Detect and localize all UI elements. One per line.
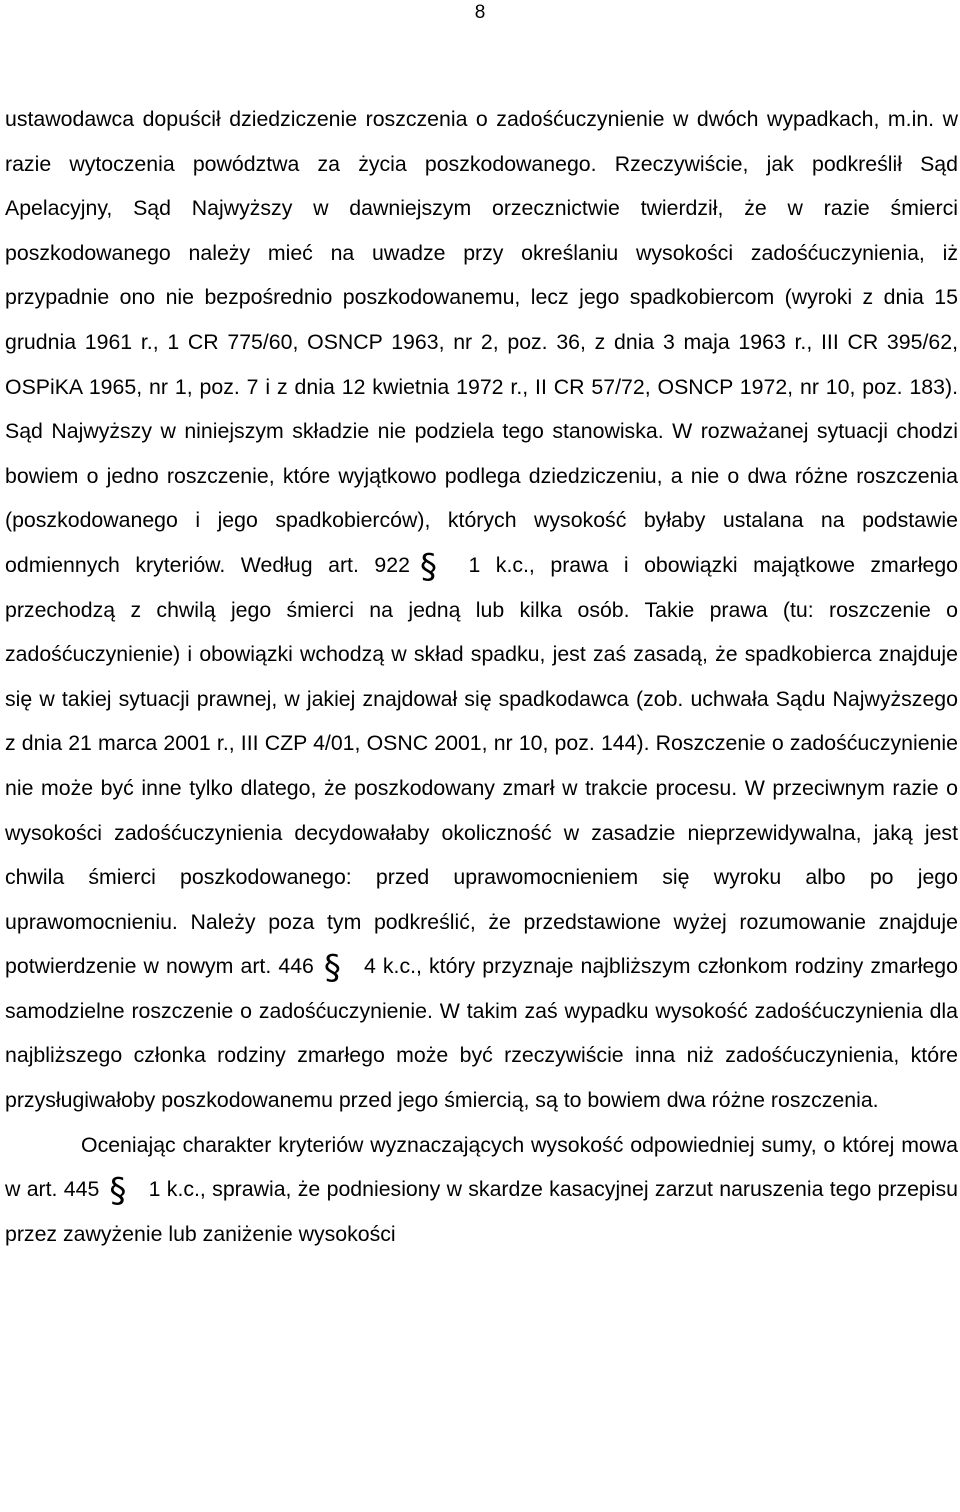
paragraph-2 <box>5 1123 958 1257</box>
text-segment: 1 k.c., sprawia, że podniesiony w skardze kasacyjnej zarzut naruszenia tego przepisu przez zawyżenie lub zaniżenie wysokości <box>5 1177 958 1246</box>
text-segment: Oceniając charakter kryteriów wyznaczających wysokość odpowiedniej sumy, o której mowa w art. 445 <box>5 1132 958 1202</box>
page-number: 8 <box>474 2 486 23</box>
text-segment: 4 k.c., który przyznaje najbliższym członkom rodziny zmarłego samodzielne roszczenie o zadośćuczynienie. W takim zaś wypadku wysokość zadośćuczynienia dla najbliższego członka rodziny zmarłego może być rzeczywiście inna niż zadośćuczynienia, które przysługiwałoby poszkodowanemu przed jego śmiercią, są to bowiem dwa różne roszczenia. <box>5 954 958 1113</box>
text-segment: 1 k.c., prawa i obowiązki majątkowe zmarłego przechodzą z chwilą jego śmierci na jedną lub kilka osób. Takie prawa (tu: roszczenie o zadośćuczynienie) i obowiązki wchodzą w skład spadku, jest zaś zasadą, że spadkobierca znajduje się w takiej sytuacji prawnej, w jakiej znajdował się spadkodawca (zob. uchwała Sądu Najwyższego z dnia 21 marca 2001 r., III CZP 4/01, OSNC 2001, nr 10, poz. 144). Roszczenie o zadośćuczynienie nie może być inne tylko dlatego, że poszkodowany zmarł w trakcie procesu. W przeciwnym razie o wysokości zadośćuczynienia decydowałaby okoliczność w zasadzie nieprzewidywalna, jaką jest chwila śmierci poszkodowanego: przed uprawomocnieniem się wyroku albo po jego uprawomocnieniu. Należy poza tym podkreślić, że przedstawione wyżej rozumowanie znajduje potwierdzenie w nowym art. 446 <box>5 552 959 979</box>
document-body <box>5 97 958 1256</box>
paragraph-1 <box>5 97 958 1123</box>
text-segment: ustawodawca dopuścił dziedziczenie roszczenia o zadośćuczynienie w dwóch wypadkach, m.in. w razie wytoczenia powództwa za życia poszkodowanego. Rzeczywiście, jak podkreślił Sąd Apelacyjny, Sąd Najwyższy w dawniejszym orzecznictwie twierdził, że w razie śmierci poszkodowanego należy mieć na uwadze przy określaniu wysokości zadośćuczynienia, iż przypadnie ono nie bezpośrednio poszkodowanemu, lecz jego spadkobiercom (wyroki z dnia 15 grudnia 1961 r., 1 CR 775/60, OSNCP 1963, nr 2, poz. 36, z dnia 3 maja 1963 r., III CR 395/62, OSPiKA 1965, nr 1, poz. 7 i z dnia 12 kwietnia 1972 r., II CR 57/72, OSNCP 1972, nr 10, poz. 183). Sąd Najwyższy w niniejszym składzie nie podziela tego stanowiska. W rozważanej sytuacji chodzi bowiem o jedno roszczenie, które wyjątkowo podlega dziedziczeniu, a nie o dwa różne roszczenia (poszkodowanego i jego spadkobierców), których wysokość byłaby ustalana na podstawie odmiennych kryteriów. Według art. 922 <box>5 107 958 577</box>
section-sign: § <box>109 1171 127 1212</box>
section-sign: § <box>323 948 341 989</box>
section-sign: § <box>419 546 437 587</box>
